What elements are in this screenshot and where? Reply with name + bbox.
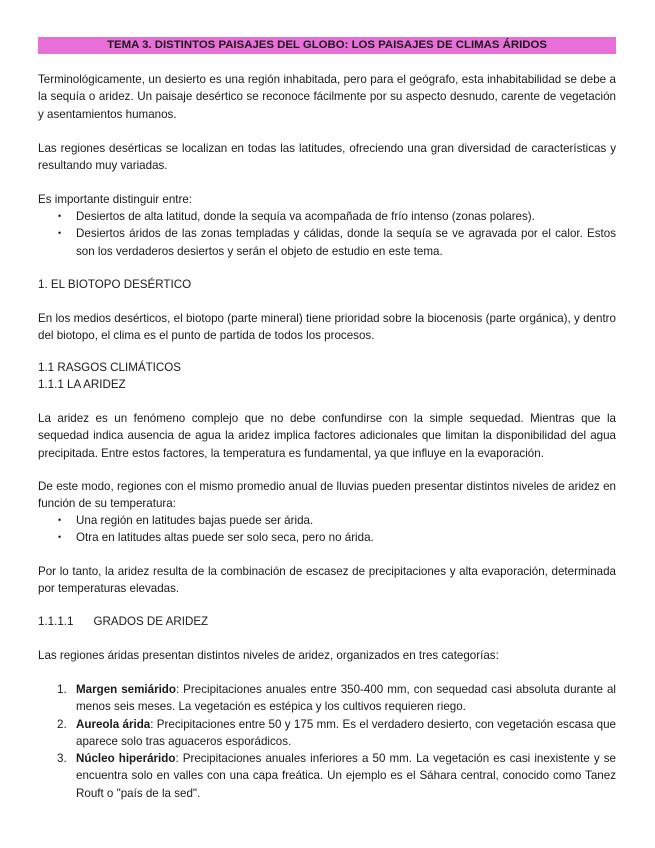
grados-lead: Las regiones áridas presentan distintos niveles de aridez, organizados en tres categorías: xyxy=(38,649,499,662)
aridity-levels-list xyxy=(38,681,616,802)
section-heading-aridez: 1.1.1 LA ARIDEZ xyxy=(38,378,126,391)
section-title: GRADOS DE ARIDEZ xyxy=(93,615,209,628)
distinguish-lead: Es importante distinguir entre: xyxy=(38,193,193,206)
desert-types-list xyxy=(38,208,616,260)
section-number: 1.1.1.1 xyxy=(38,615,74,628)
list-item xyxy=(38,750,616,802)
latitude-list xyxy=(38,512,616,547)
item-term: Margen semiárido xyxy=(76,683,176,696)
item-text: : Precipitaciones entre 50 y 175 mm. Es el verdadero desierto, con vegetación escasa que aparece solo tras aguaceros esporádicos. xyxy=(76,717,616,748)
section-heading-rasgos: 1.1 RASGOS CLIMÁTICOS xyxy=(38,361,182,374)
item-number: 2. xyxy=(57,717,67,731)
section-heading-biotopo: 1. EL BIOTOPO DESÉRTICO xyxy=(38,278,192,291)
intro-paragraph: Terminológicamente, un desierto es una región inhabitada, pero para el geógrafo, esta inhabitabilidad se debe a la sequía o aridez. Un paisaje desértico se reconoce fácilmente por su aspecto desnudo, carente de vegetación y asentamientos humanos. xyxy=(38,73,616,121)
item-text: : Precipitaciones anuales entre 350-400 mm, con sequedad casi absoluta durante al menos seis meses. La vegetación es estépica y los cultivos requieren riego. xyxy=(76,683,616,714)
item-term: Núcleo hiperárido xyxy=(76,752,176,766)
biotopo-paragraph: En los medios desérticos, el biotopo (parte mineral) tiene prioridad sobre la biocenosis (parte orgánica), y dentro del biotopo, el clima es el punto de partida de todos los procesos. xyxy=(38,312,616,343)
list-item: • Una región en latitudes bajas puede ser árida. xyxy=(38,512,616,529)
section-heading-grados xyxy=(38,613,208,630)
item-term: Aureola árida xyxy=(76,717,151,731)
list-item: • Otra en latitudes altas puede ser solo seca, pero no árida. xyxy=(38,529,616,546)
item-number: 3. xyxy=(57,752,67,766)
conclusion-paragraph: Por lo tanto, la aridez resulta de la combinación de escasez de precipitaciones y alta evaporación, determinada por temperaturas elevadas. xyxy=(38,565,616,596)
regions-paragraph: Las regiones desérticas se localizan en todas las latitudes, ofreciendo una gran diversidad de características y resultando muy variadas. xyxy=(38,142,616,173)
temperature-paragraph: De este modo, regiones con el mismo promedio anual de lluvias pueden presentar distintos niveles de aridez en función de su temperatura: xyxy=(38,480,616,511)
document-title: TEMA 3. DISTINTOS PAISAJES DEL GLOBO: LOS PAISAJES DE CLIMAS ÁRIDOS xyxy=(38,37,616,54)
list-item: • Desiertos de alta latitud, donde la sequía va acompañada de frío intenso (zonas polares). xyxy=(38,208,616,225)
list-item xyxy=(38,716,616,751)
list-item: • Desiertos áridos de las zonas templadas y cálidas, donde la sequía se ve agravada por el calor. Estos son los verdaderos desiertos y serán el objeto de estudio en este tema. xyxy=(38,225,616,260)
item-text: : Precipitaciones anuales inferiores a 50 mm. La vegetación es casi inexistente y se encuentra solo en valles con una capa freática. Un ejemplo es el Sáhara central, conocido como Tanez Rouft o "país de la sed". xyxy=(76,752,616,800)
item-number: 1. xyxy=(57,683,67,696)
aridez-paragraph: La aridez es un fenómeno complejo que no debe confundirse con la simple sequedad. Mientras que la sequedad indica ausencia de agua la aridez implica factores adicionales que limitan la disponibilidad del agua precipitada. Entre estos factores, la temperatura es fundamental, ya que influye en la evaporación. xyxy=(38,412,616,460)
list-item xyxy=(38,681,616,716)
